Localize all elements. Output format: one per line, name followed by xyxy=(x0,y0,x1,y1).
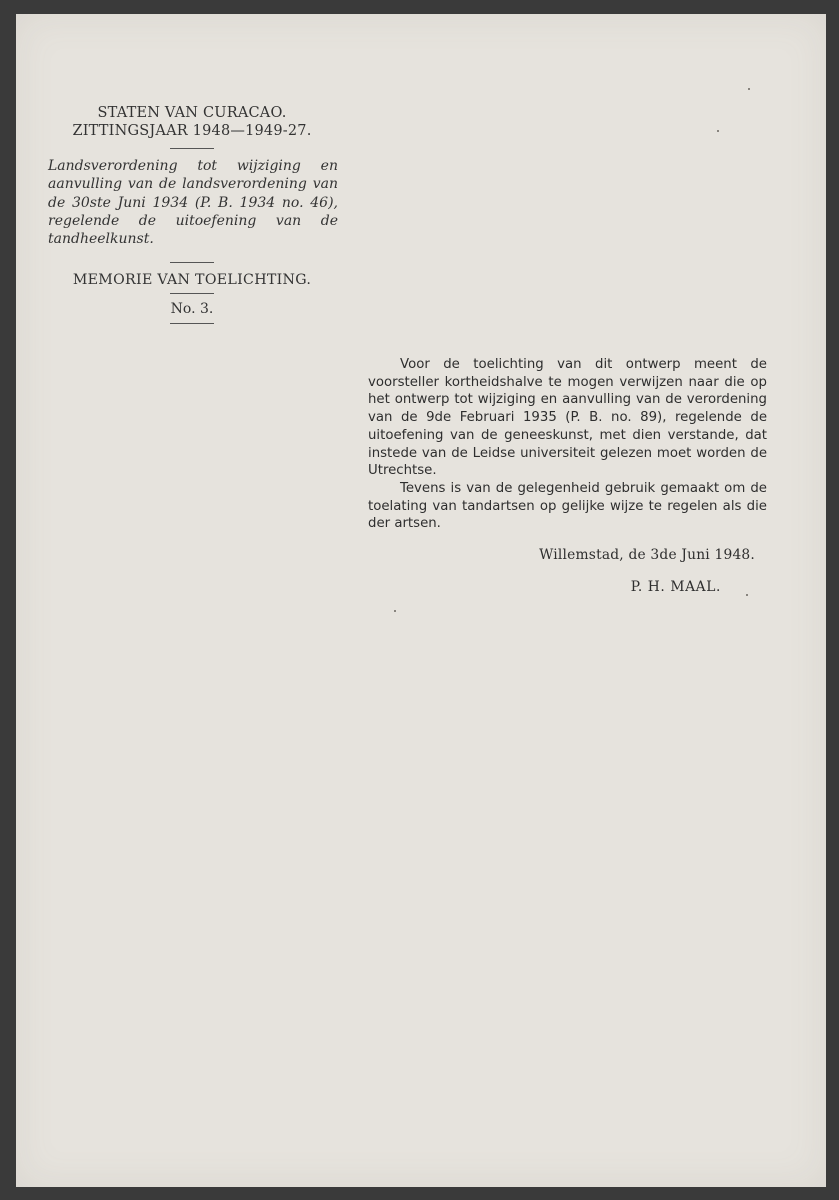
divider-rule xyxy=(170,148,214,149)
body-paragraph-1: Voor de toelichting van dit ontwerp meent de voorsteller kortheidshalve te mogen verwijzen naar die op het ontwerp tot wijziging en aanvulling van de verordening van de 9de Februari 1935 (P. B. no. 89), regelende de uitoefening van de geneeskunst, met dien verstande, dat instede van de Leidse universiteit gelezen moet worden de Utrechtse. xyxy=(368,357,767,479)
paper-speck xyxy=(717,130,719,132)
body-paragraph-2: Tevens is van de gelegenheid gebruik gemaakt om de toelating van tandartsen op gelijke wijze te regelen als die der artsen. xyxy=(368,480,767,532)
paper-speck xyxy=(394,610,396,612)
left-column xyxy=(46,104,338,324)
paper-speck xyxy=(748,88,750,90)
divider-rule xyxy=(170,323,214,324)
header-line-1: STATEN VAN CURACAO. xyxy=(97,105,287,121)
bill-title: Landsverordening tot wijziging en aanvulling van de landsverordening van de 30ste Juni 1934 (P. B. 1934 no. 46), regelende de uitoefening van de tandheelkunst. xyxy=(48,158,338,248)
header-line-2: ZITTINGSJAAR 1948—1949-27. xyxy=(72,123,312,139)
document-number: No. 3. xyxy=(170,301,214,318)
divider-rule xyxy=(170,262,214,263)
document-page xyxy=(16,14,826,1187)
body-column xyxy=(368,356,767,595)
paper-speck xyxy=(746,594,748,596)
divider-rule xyxy=(170,293,214,294)
section-title: MEMORIE VAN TOELICHTING. xyxy=(72,272,312,289)
place-date: Willemstad, de 3de Juni 1948. xyxy=(539,547,755,564)
signature: P. H. MAAL. xyxy=(630,579,721,596)
